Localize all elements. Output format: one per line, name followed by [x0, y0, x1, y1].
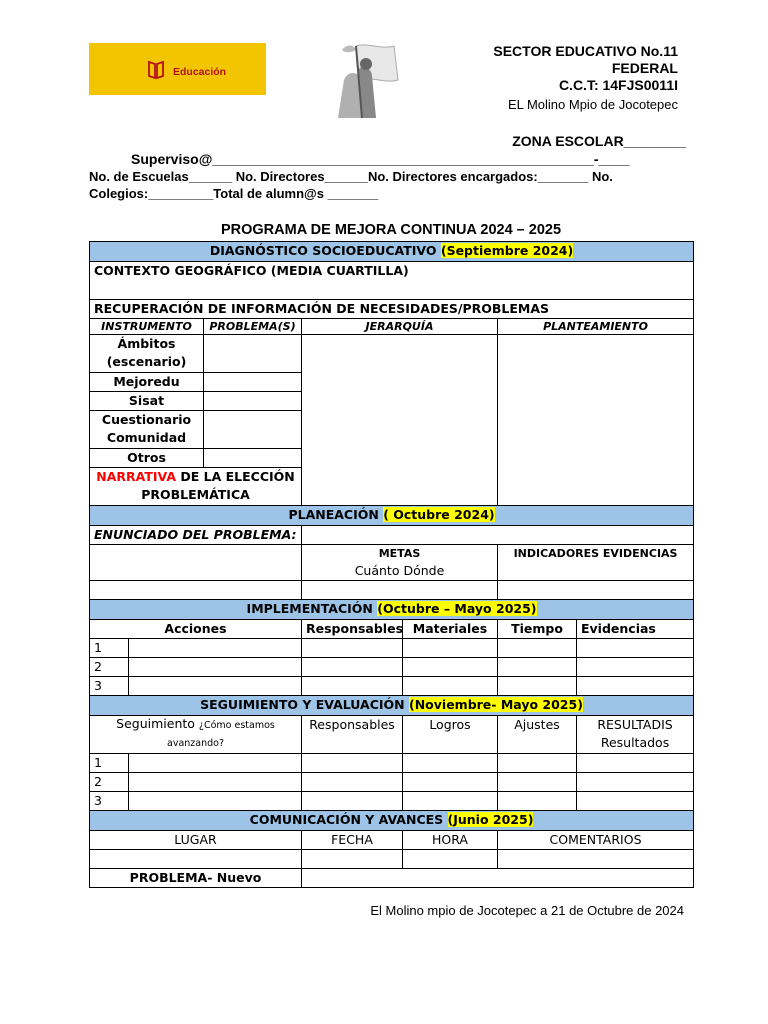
col-evidencias: Evidencias — [577, 620, 694, 639]
row-number: 1 — [90, 639, 129, 658]
table-cell[interactable] — [129, 639, 302, 658]
col-logros: Logros — [403, 716, 498, 754]
instrument-cuestionario: Cuestionario Comunidad — [90, 411, 204, 449]
problema-cell[interactable] — [204, 392, 302, 411]
instrument-sisat: Sisat — [90, 392, 204, 411]
col-hora: HORA — [403, 831, 498, 850]
col-acciones: Acciones — [90, 620, 302, 639]
zona-escolar-field[interactable]: ZONA ESCOLAR________ — [512, 133, 686, 149]
lugar-field[interactable] — [90, 850, 302, 869]
col-ajustes: Ajustes — [498, 716, 577, 754]
problema-cell[interactable] — [204, 449, 302, 468]
instrument-otros: Otros — [90, 449, 204, 468]
problema-nuevo-label: PROBLEMA- Nuevo — [90, 869, 302, 888]
indicadores-cell: INDICADORES EVIDENCIAS — [498, 545, 694, 581]
table-cell[interactable] — [129, 792, 302, 811]
indicadores-field[interactable] — [498, 581, 694, 600]
row-number: 2 — [90, 773, 129, 792]
enunciado-label: ENUNCIADO DEL PROBLEMA: — [90, 526, 302, 545]
planeacion-cell[interactable] — [90, 581, 302, 600]
logo-text: Educación — [173, 66, 227, 78]
cct-code: C.C.T: 14FJS0011I — [558, 77, 678, 93]
problema-cell[interactable] — [204, 411, 302, 449]
recuperacion-cell: RECUPERACIÓN DE INFORMACIÓN DE NECESIDADES/PROBLEMAS — [90, 300, 694, 319]
fecha-field[interactable] — [302, 850, 403, 869]
table-cell[interactable] — [129, 677, 302, 696]
col-seguimiento: Seguimiento ¿Cómo estamos avanzando? — [90, 716, 302, 754]
program-title: PROGRAMA DE MEJORA CONTINUA 2024 – 2025 — [220, 222, 562, 238]
planeacion-header: PLANEACIÓN ( Octubre 2024) — [90, 506, 694, 526]
education-logo — [89, 43, 266, 95]
col-problema: PROBLEMA(S) — [204, 319, 302, 335]
col-planteamiento: PLANTEAMIENTO — [498, 319, 694, 335]
sector-title: SECTOR EDUCATIVO No.11 — [493, 43, 678, 59]
contexto-cell[interactable]: CONTEXTO GEOGRÁFICO (MEDIA CUARTILLA) — [90, 262, 694, 300]
table-cell[interactable] — [129, 658, 302, 677]
row-number: 3 — [90, 677, 129, 696]
row-number: 3 — [90, 792, 129, 811]
col-comentarios: COMENTARIOS — [498, 831, 694, 850]
federal-label: FEDERAL — [611, 60, 678, 76]
metas-cell: METAS Cuánto Dónde — [302, 545, 498, 581]
location-label: EL Molino Mpio de Jocotepec — [507, 97, 678, 112]
comunicacion-header: COMUNICACIÓN Y AVANCES (Junio 2025) — [90, 811, 694, 831]
improvement-program-table — [89, 241, 694, 888]
seguimiento-header: SEGUIMIENTO Y EVALUACIÓN (Noviembre- Mayo 2025) — [90, 696, 694, 716]
colegios-line[interactable]: Colegios:_________Total de alumn@s _______ — [89, 186, 379, 201]
hora-field[interactable] — [403, 850, 498, 869]
problema-nuevo-field[interactable] — [302, 869, 694, 888]
flag-emblem-image — [332, 40, 412, 120]
col-materiales: Materiales — [403, 620, 498, 639]
row-number: 2 — [90, 658, 129, 677]
supervisor-field[interactable]: Superviso@_________________________________________________-____ — [131, 151, 630, 167]
instrument-ambitos: Ámbitos (escenario) — [90, 335, 204, 373]
footer-place-date: El Molino mpio de Jocotepec a 21 de Octubre de 2024 — [370, 903, 684, 918]
book-icon — [147, 60, 165, 80]
table-cell[interactable] — [129, 754, 302, 773]
jerarquia-cell[interactable] — [302, 335, 498, 506]
comentarios-field[interactable] — [498, 850, 694, 869]
col-responsables: Responsables — [302, 716, 403, 754]
col-lugar: LUGAR — [90, 831, 302, 850]
problema-cell[interactable] — [204, 373, 302, 392]
col-resultados: RESULTADIS Resultados — [577, 716, 694, 754]
narrativa-label: NARRATIVA DE LA ELECCIÓN PROBLEMÁTICA — [90, 468, 302, 506]
enunciado-field[interactable] — [302, 526, 694, 545]
metas-field[interactable] — [302, 581, 498, 600]
planteamiento-cell[interactable] — [498, 335, 694, 506]
instrument-mejoredu: Mejoredu — [90, 373, 204, 392]
col-instrumento: INSTRUMENTO — [90, 319, 204, 335]
row-number: 1 — [90, 754, 129, 773]
implementacion-header: IMPLEMENTACIÓN (Octubre – Mayo 2025) — [90, 600, 694, 620]
col-jerarquia: JERARQUÍA — [302, 319, 498, 335]
problema-cell[interactable] — [204, 335, 302, 373]
diagnostico-header: DIAGNÓSTICO SOCIOEDUCATIVO (Septiembre 2024) — [90, 242, 694, 262]
planeacion-cell[interactable] — [90, 545, 302, 581]
table-cell[interactable] — [129, 773, 302, 792]
col-responsables: Responsables — [302, 620, 403, 639]
escuelas-line[interactable]: No. de Escuelas______ No. Directores______No. Directores encargados:_______ No. — [89, 169, 613, 184]
col-fecha: FECHA — [302, 831, 403, 850]
col-tiempo: Tiempo — [498, 620, 577, 639]
